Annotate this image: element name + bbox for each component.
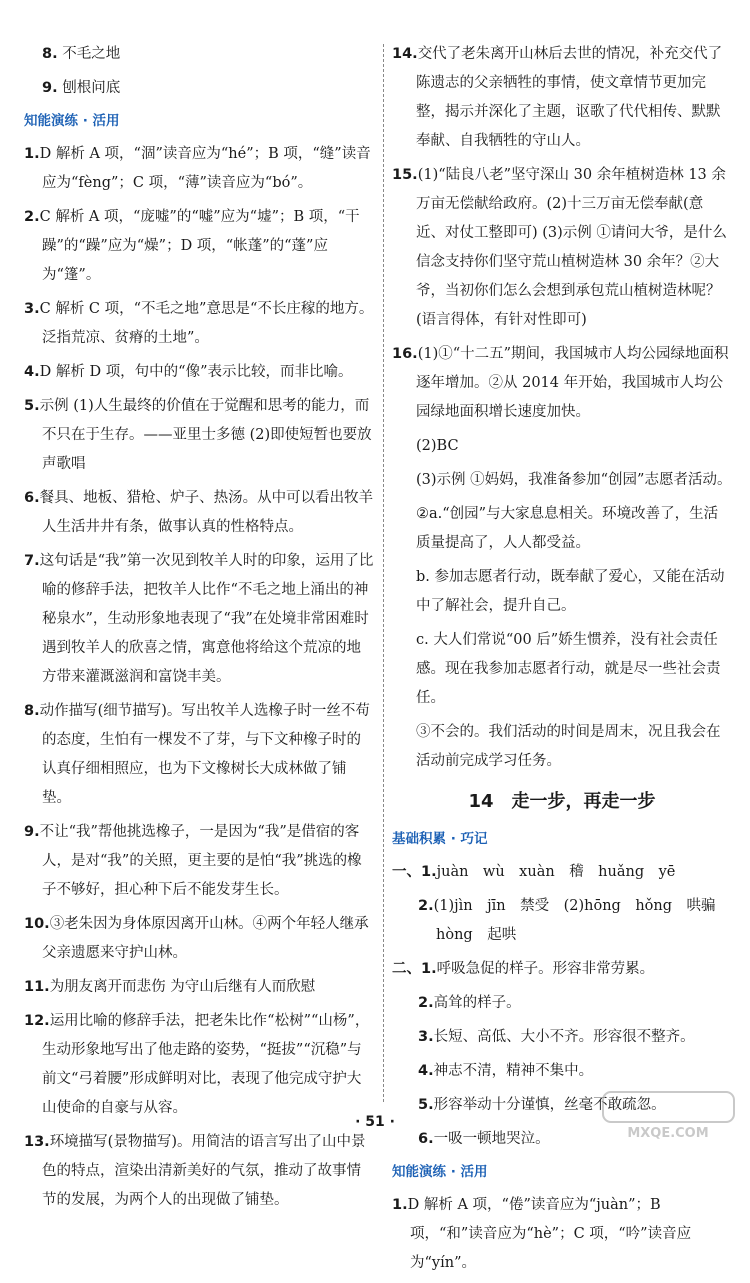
watermark-text: MXQE.COM [627, 1126, 709, 1141]
basic-item: 一、1.juàn wù xuàn 稽 huǎng yē [392, 864, 676, 880]
section-heading-practice-2: 知能演练 · 活用 [392, 1164, 488, 1180]
answer-item: 15.(1)“陆良八老”坚守深山 30 余年植树造林 13 余万亩无偿献给政府。(2)十三万亩无偿奉献(意近、对仗工整即可) (3)示例 ①请问大爷，是什么信念支持你们坚守荒山植树造林 30 余年？②大爷，当初你们怎么会想到承包荒山植树造林呢？(语言得体，有针对性即可) [392, 167, 727, 328]
item-8-top: 8. 不毛之地 [42, 46, 121, 62]
answer-item: 14.交代了老朱离开山林后去世的情况，补充交代了陈遗志的父亲牺牲的事情，使文章情节更加完整，揭示并深化了主题，讴歌了代代相传、默默奉献、自我牺牲的守山人。 [392, 46, 723, 149]
q16-sub: (3)示例 ①妈妈，我准备参加“创园”志愿者活动。 [416, 472, 732, 488]
basic-item: 3.长短、高低、大小不齐。形容很不整齐。 [418, 1029, 695, 1045]
basic-item: 二、1.呼吸急促的样子。形容非常劳累。 [392, 961, 655, 977]
answer-item: 5.示例 (1)人生最终的价值在于觉醒和思考的能力，而不只在于生存。——亚里士多德 (2)即使短暂也要放声歌唱 [24, 398, 372, 472]
answer-item: 2.C 解析 A 项，“庞嘘”的“嘘”应为“墟”；B 项，“干躁”的“躁”应为“燥”；D 项，“帐蓬”的“蓬”应为“篷”。 [24, 209, 360, 283]
answer-item: 3.C 解析 C 项，“不毛之地”意思是“不长庄稼的地方。泛指荒凉、贫瘠的土地”。 [24, 301, 374, 346]
answer-item: 1.D 解析 A 项，“涸”读音应为“hé”；B 项，“缝”读音应为“fèng”；C 项，“薄”读音应为“bó”。 [24, 146, 371, 191]
left-column [24, 40, 374, 1220]
section-heading-basics: 基础积累 · 巧记 [392, 831, 488, 847]
answer-item: 8.动作描写(细节描写)。写出牧羊人选橡子时一丝不苟的态度，生怕有一棵发不了芽，与下文种橡子时的认真仔细相照应，也为下文橡树长大成林做了铺垫。 [24, 703, 370, 806]
basic-item: 6.一吸一顿地哭泣。 [418, 1131, 550, 1147]
answer-item: 1.D 解析 A 项，“倦”读音应为“juàn”；B 项，“和”读音应为“hè”；C 项，“吟”读音应为“yín”。 [392, 1197, 692, 1271]
basic-item: 2.(1)jìn jīn 禁受 (2)hōng hǒng 哄骗 hòng 起哄 [418, 898, 731, 943]
q16-sub: ③不会的。我们活动的时间是周末，况且我会在活动前完成学习任务。 [416, 724, 721, 769]
answer-item: 13.环境描写(景物描写)。用简洁的语言写出了山中景色的特点，渲染出清新美好的气氛，推动了故事情节的发展，为两个人的出现做了铺垫。 [24, 1134, 366, 1208]
answer-item: 6.餐具、地板、猎枪、炉子、热汤。从中可以看出牧羊人生活井井有条，做事认真的性格特点。 [24, 490, 374, 535]
answer-item: 11.为朋友离开而悲伤 为守山后继有人而欣慰 [24, 979, 316, 995]
answer-item: 9.不让“我”帮他挑选橡子，一是因为“我”是借宿的客人，是对“我”的关照，更主要的是怕“我”挑选的橡子不够好，担心种下后不能发芽生长。 [24, 824, 362, 898]
basic-item: 2.高耸的样子。 [418, 995, 521, 1011]
answer-item: 12.运用比喻的修辞手法，把老朱比作“松树”“山杨”，生动形象地写出了他走路的姿势，“挺拔”“沉稳”与前文“弓着腰”形成鲜明对比，表现了他完成守护大山使命的自豪与从容。 [24, 1013, 370, 1116]
column-divider [383, 44, 384, 1102]
answer-item: 4.D 解析 D 项，句中的“像”表示比较，而非比喻。 [24, 364, 353, 380]
q16-sub: c. 大人们常说“00 后”娇生惯养，没有社会责任感。现在我参加志愿者行动，就是尽一些社会责任。 [416, 632, 721, 706]
answer-item: 7.这句话是“我”第一次见到牧羊人时的印象，运用了比喻的修辞手法，把牧羊人比作“不毛之地上涌出的神秘泉水”，生动形象地表现了“我”在处境非常困难时遇到牧羊人的欣喜之情，寓意他将给这个荒凉的地方带来灌溉滋润和富饶丰美。 [24, 553, 374, 685]
lesson-title: 14 走一步，再走一步 [468, 791, 656, 812]
q16-sub: (2)BC [416, 438, 459, 454]
item-9-top: 9. 刨根问底 [42, 80, 121, 96]
answer-item: 10.③老朱因为身体原因离开山林。④两个年轻人继承父亲遗愿来守护山林。 [24, 916, 369, 961]
section-heading-practice: 知能演练 · 活用 [24, 113, 120, 129]
basic-item: 4.神志不清，精神不集中。 [418, 1063, 594, 1079]
answer-item: 16.(1)①“十二五”期间，我国城市人均公园绿地面积逐年增加。②从 2014 年开始，我国城市人均公园绿地面积增长速度加快。 [392, 346, 729, 420]
watermark-logo-icon [601, 1090, 736, 1142]
q16-sub: ②a.“创园”与大家息息相关。环境改善了，生活质量提高了，人人都受益。 [416, 506, 719, 551]
page-number: · 51 · [355, 1114, 395, 1130]
basic-item: 5.形容举动十分谨慎，丝毫不敢疏忽。 [418, 1097, 666, 1113]
q16-sub: b. 参加志愿者行动，既奉献了爱心，又能在活动中了解社会，提升自己。 [416, 569, 725, 614]
